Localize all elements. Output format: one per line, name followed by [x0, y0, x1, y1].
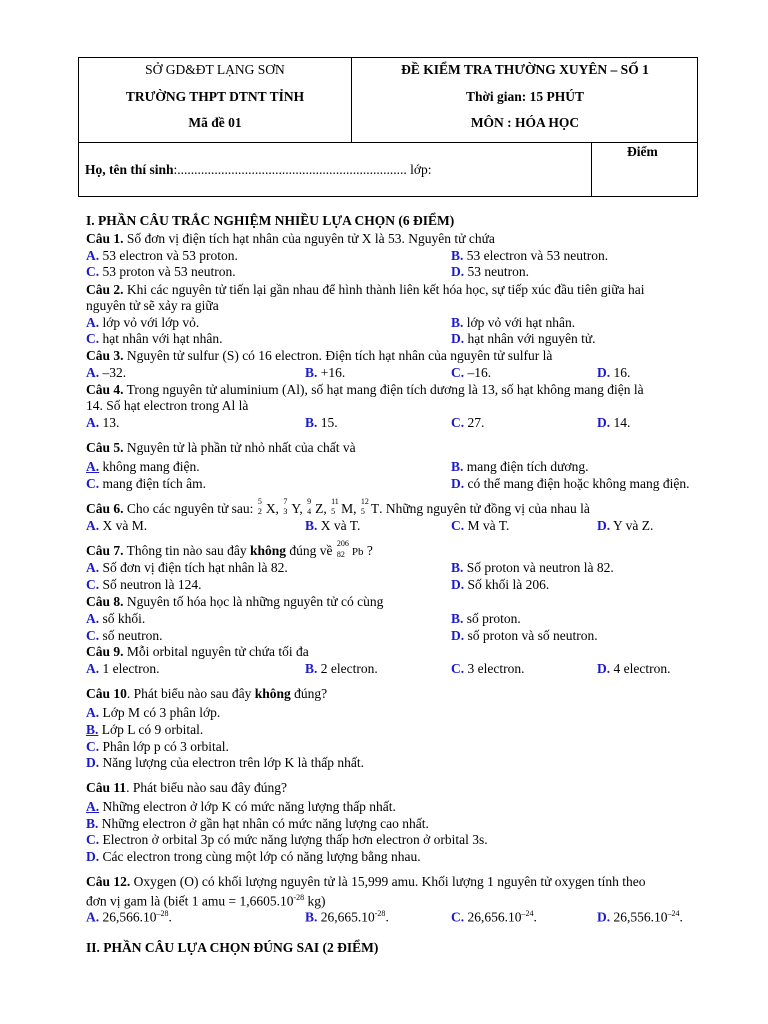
q8-option-c: C. số neutron.	[86, 628, 163, 643]
dept-name: SỞ GD&ĐT LẠNG SƠN	[145, 62, 285, 77]
q6-option-a: A. X và M.	[86, 518, 148, 533]
question-4: Câu 4. Trong nguyên tử aluminium (Al), số hạt mang điện tích dương là 13, số hạt không mang điện là	[86, 382, 644, 397]
q12-option-b: B. $26,665.10^{-28}$.	[305, 909, 389, 925]
q9-option-b: B. 2 electron.	[305, 661, 378, 676]
q7-option-c: C. Số neutron là 124.	[86, 577, 202, 592]
q9-option-a: A. 1 electron.	[86, 661, 160, 676]
q3-option-b: B. +16.	[305, 365, 346, 380]
question-10: Câu 10. Phát biểu nào sau đây không đúng?	[86, 686, 328, 701]
q6-option-d: D. Y và Z.	[597, 518, 654, 533]
q11-option-d: D. Các electron trong cùng một lớp có năng lượng bằng nhau.	[86, 849, 421, 864]
exam-subject: MÔN : HÓA HỌC	[470, 115, 580, 130]
q3-option-d: D. 16.	[597, 365, 631, 380]
question-1: Câu 1. Số đơn vị điện tích hạt nhân của nguyên tử X là 53. Nguyên tử chứa	[86, 231, 495, 246]
score-label: Điểm	[627, 144, 658, 159]
q5-option-a: A. không mang điện.	[86, 459, 200, 474]
isotope-pb: 206 82 Pb	[336, 539, 364, 559]
section-1-title: I. PHẦN CÂU TRẮC NGHIỆM NHIỀU LỰA CHỌN (6 ĐIỂM)	[86, 213, 455, 228]
q1-option-d: D. 53 neutron.	[451, 264, 529, 279]
q5-option-c: C. mang điện tích âm.	[86, 476, 206, 491]
q12-option-a: A. $26,566.10^{-28}$.	[86, 909, 172, 925]
q5-option-d: D. có thể mang điện hoặc không mang điện.	[451, 476, 690, 491]
header-table	[78, 57, 698, 197]
question-5: Câu 5. Nguyên tử là phần tử nhỏ nhất của chất và	[86, 440, 356, 455]
question-11: Câu 11. Phát biểu nào sau đây đúng?	[86, 780, 287, 795]
question-6: Câu 6. Cho các nguyên tử sau: 5 2 X, 7 3 Y, 9 4 Z, 11 5 M, 12 5 T. Những nguyên tử đồng vị của nhau là	[86, 497, 590, 516]
q9-option-d: D. 4 electron.	[597, 661, 671, 676]
question-2: Câu 2. Khi các nguyên tử tiến lại gần nhau để hình thành liên kết hóa học, sự tiếp xúc đầu tiên giữa hai	[86, 282, 645, 297]
exam-code: Mã đề 01	[188, 115, 242, 130]
q2-option-c: C. hạt nhân với hạt nhân.	[86, 331, 223, 346]
question-9: Câu 9. Mỗi orbital nguyên tử chứa tối đa	[86, 644, 309, 659]
q2-option-a: A. lớp vỏ với lớp vỏ.	[86, 315, 200, 330]
q10-option-d: D. Năng lượng của electron trên lớp K là thấp nhất.	[86, 755, 365, 770]
q4-option-c: C. 27.	[451, 415, 485, 430]
q2-option-d: D. hạt nhân với nguyên tử.	[451, 331, 596, 346]
q11-option-a: A. Những electron ở lớp K có mức năng lượng thấp nhất.	[86, 799, 396, 814]
q7-option-b: B. Số proton và neutron là 82.	[451, 560, 614, 575]
question-4-cont: 14. Số hạt electron trong Al là	[86, 398, 249, 413]
q1-option-b: B. 53 electron và 53 neutron.	[451, 248, 609, 263]
q2-option-b: B. lớp vỏ với hạt nhân.	[451, 315, 576, 330]
question-7: Câu 7. Thông tin nào sau đây không đúng về 206 82 Pb ?	[86, 539, 373, 559]
isotope-z: 9 4 Z,	[307, 497, 327, 516]
isotope-m: 11 5 M,	[331, 497, 357, 516]
question-12: Câu 12. Oxygen (O) có khối lượng nguyên tử là 15,999 amu. Khối lượng 1 nguyên tử oxygen tính theo	[86, 874, 646, 889]
q5-option-b: B. mang điện tích dương.	[451, 459, 589, 474]
q8-option-b: B. số proton.	[451, 611, 521, 626]
q10-option-c: C. Phân lớp p có 3 orbital.	[86, 739, 229, 754]
school-name: TRƯỜNG THPT DTNT TỈNH	[125, 89, 305, 104]
q6-option-c: C. M và T.	[451, 518, 510, 533]
q1-option-a: A. 53 electron và 53 proton.	[86, 248, 238, 263]
q10-option-b: B. Lớp L có 9 orbital.	[86, 722, 204, 737]
q7-option-d: D. Số khối là 206.	[451, 577, 550, 592]
q7-option-a: A. Số đơn vị điện tích hạt nhân là 82.	[86, 560, 288, 575]
q4-option-b: B. 15.	[305, 415, 338, 430]
q8-option-a: A. số khối.	[86, 611, 146, 626]
isotope-t: 12 5 T	[360, 497, 380, 516]
q10-option-a: A. Lớp M có 3 phân lớp.	[86, 705, 221, 720]
q11-option-b: B. Những electron ở gần hạt nhân có mức năng lượng cao nhất.	[86, 816, 429, 831]
q8-option-d: D. số proton và số neutron.	[451, 628, 598, 643]
q11-option-c: C. Electron ở orbital 3p có mức năng lượng thấp hơn electron ở orbital 3s.	[86, 832, 488, 847]
isotope-y: 7 3 Y,	[283, 497, 303, 516]
q12-option-d: D. $26,556.10^{-24}$.	[597, 909, 683, 925]
question-12-cont: đơn vị gam là (biết 1 amu = $1,6605.10^{-28}$ kg)	[86, 893, 326, 909]
exam-time: Thời gian: 15 PHÚT	[465, 89, 585, 104]
q1-option-c: C. 53 proton và 53 neutron.	[86, 264, 236, 279]
exam-title: ĐỀ KIỂM TRA THƯỜNG XUYÊN – SỐ 1	[401, 62, 649, 77]
isotope-x: 5 2 X,	[257, 497, 279, 516]
q12-option-c: C. $26,656.10^{-24}$.	[451, 909, 537, 925]
question-2-cont: nguyên tử sẽ xảy ra giữa	[86, 298, 219, 313]
q3-option-a: A. –32.	[86, 365, 127, 380]
section-2-title: II. PHẦN CÂU LỰA CHỌN ĐÚNG SAI (2 ĐIỂM)	[86, 940, 379, 955]
q9-option-c: C. 3 electron.	[451, 661, 525, 676]
question-8: Câu 8. Nguyên tố hóa học là những nguyên tử có cùng	[86, 594, 384, 609]
q3-option-c: C. –16.	[451, 365, 492, 380]
question-3: Câu 3. Nguyên tử sulfur (S) có 16 electron. Điện tích hạt nhân của nguyên tử sulfur là	[86, 348, 553, 363]
q6-option-b: B. X và T.	[305, 518, 361, 533]
q4-option-d: D. 14.	[597, 415, 631, 430]
student-name-line: Họ, tên thí sinh:.................................................................... lớp:	[85, 162, 432, 177]
q4-option-a: A. 13.	[86, 415, 120, 430]
